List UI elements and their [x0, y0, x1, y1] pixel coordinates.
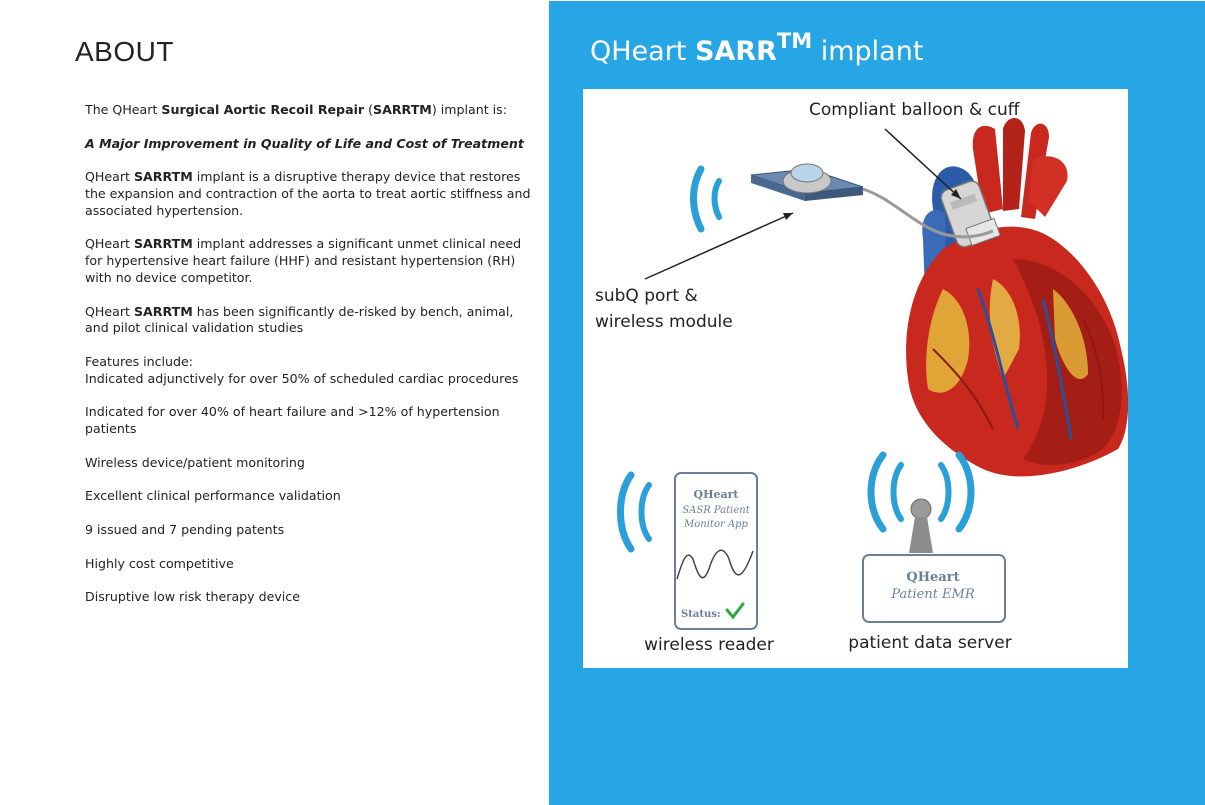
heart-illustration: [906, 118, 1128, 476]
app-title-line1: SASR Patient: [682, 505, 750, 516]
feature-item: Indicated adjunctively for over 50% of scheduled cardiac procedures: [85, 370, 519, 386]
data-server: [863, 455, 1005, 622]
feature-item: Highly cost competitive: [85, 555, 234, 571]
tagline: A Major Improvement in Quality of Life and Cost of Treatment: [85, 135, 524, 151]
feature-item: Disruptive low risk therapy device: [85, 589, 300, 605]
features-heading: Features include:: [85, 353, 194, 369]
emr-title: Patient EMR: [891, 587, 975, 602]
paragraph-derisked: QHeart SARRTM has been significantly de-risked by bench, animal, and pilot clinical validation studies: [85, 303, 514, 336]
feature-item: 9 issued and 7 pending patents: [85, 521, 285, 537]
implant-panel: [549, 1, 1205, 805]
app-brand: QHeart: [693, 488, 739, 501]
reader-label: wireless reader: [644, 635, 774, 655]
balloon-arrow: [885, 129, 961, 199]
sarr-name: SARR™: [694, 29, 813, 67]
about-panel: [0, 0, 549, 805]
implant-diagram: [583, 89, 1128, 668]
feature-item: Indicated for over 40% of heart failure and >12% of hypertension patients: [85, 404, 500, 437]
implant-diagram-svg: [583, 89, 1128, 668]
sarr-name: SARRTM: [133, 169, 193, 185]
about-title: ABOUT: [75, 36, 174, 67]
intro-prefix: The QHeart: [85, 102, 162, 117]
intro-name: Surgical Aortic Recoil Repair: [161, 102, 365, 117]
feature-item: Wireless device/patient monitoring: [85, 454, 305, 470]
port-arrow: [645, 213, 793, 279]
implant-title: QHeart SARR™ implant: [590, 29, 924, 67]
balloon-label: Compliant balloon & cuff: [809, 100, 1020, 120]
wireless-reader: [621, 473, 758, 629]
emr-brand: QHeart: [906, 570, 960, 585]
server-label: patient data server: [848, 633, 1012, 653]
intro-paren: (: [364, 102, 374, 117]
app-title-line2: Monitor App: [684, 519, 748, 530]
paragraph-restores: QHeart SARRTM implant is a disruptive therapy device that restores the expansion and contraction of the aorta to treat aortic stiffness and associated hypertension.: [85, 169, 531, 218]
sarr-name: SARRTM: [133, 236, 193, 252]
feature-item: Excellent clinical performance validation: [85, 488, 341, 504]
app-status-label: Status:: [681, 609, 721, 620]
intro-abbr: SARRTM: [373, 102, 432, 117]
intro-suffix: ) implant is:: [431, 102, 507, 117]
intro-paragraph: [85, 102, 537, 119]
paragraph-unmet-need: QHeart SARRTM implant addresses a significant unmet clinical need for hypertensive heart failure (HHF) and resistant hypertension (RH) with no device competitor.: [85, 236, 522, 285]
sarr-name: SARRTM: [133, 303, 193, 319]
port-label-line2: wireless module: [595, 312, 733, 332]
port-label-line1: subQ port &: [595, 286, 698, 306]
about-body: [85, 102, 537, 623]
